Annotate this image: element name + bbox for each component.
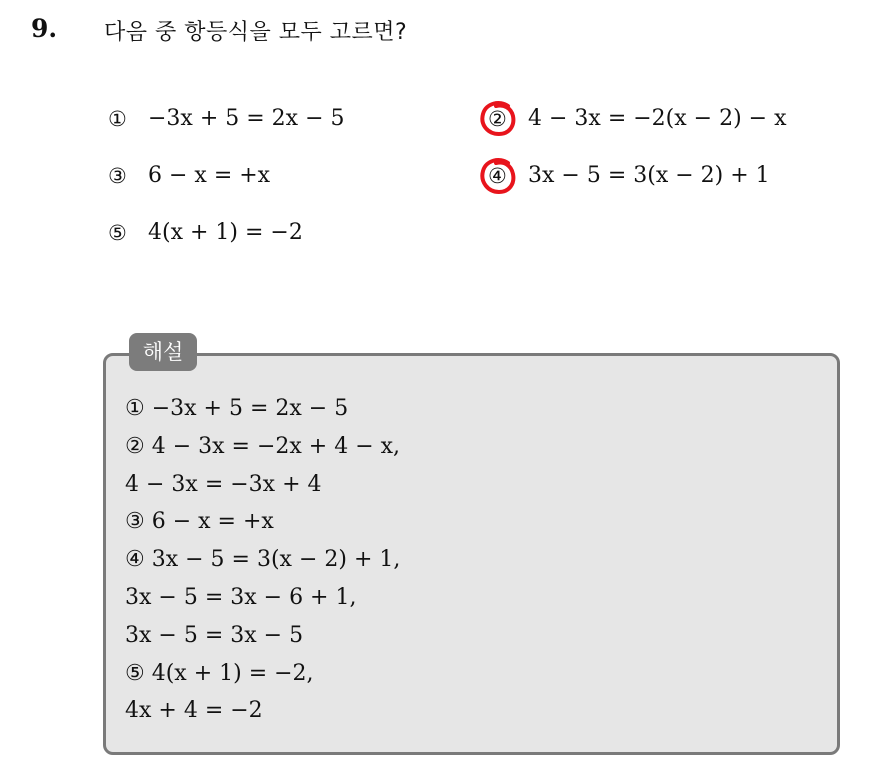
solution-line: 3x − 5 = 3x − 6 + 1, <box>125 584 357 610</box>
choice-2[interactable] <box>488 106 787 131</box>
solution-line: ⑤ 4(x + 1) = −2, <box>125 660 314 686</box>
solution-line: ② 4 − 3x = −2x + 4 − x, <box>125 433 401 459</box>
choice-expression: −3x + 5 = 2x − 5 <box>148 106 345 131</box>
choice-4[interactable] <box>488 163 770 188</box>
solution-line: ④ 3x − 5 = 3(x − 2) + 1, <box>125 547 401 573</box>
solution-line: 3x − 5 = 3x − 5 <box>125 622 304 648</box>
choice-1[interactable] <box>108 106 345 131</box>
choice-expression: 4 − 3x = −2(x − 2) − x <box>528 106 787 131</box>
answer-circle-mark-choice-4 <box>478 155 520 197</box>
solution-line: ① −3x + 5 = 2x − 5 <box>125 396 349 421</box>
solution-tag: 해설 <box>129 333 197 371</box>
question-number: 9. <box>31 14 58 43</box>
solution-lines <box>125 390 400 730</box>
choice-expression: 3x − 5 = 3(x − 2) + 1 <box>528 163 770 188</box>
choice-expression: 4(x + 1) = −2 <box>148 220 303 245</box>
solution-line: 4x + 4 = −2 <box>125 698 263 724</box>
choice-number: ③ <box>108 163 127 188</box>
choice-number: ④ <box>488 163 507 188</box>
solution-line: 4 − 3x = −3x + 4 <box>125 471 322 497</box>
question-text: 다음 중 항등식을 모두 고르면? <box>104 20 408 45</box>
choice-number: ⑤ <box>108 220 127 245</box>
choice-expression: 6 − x = +x <box>148 163 271 188</box>
choice-5[interactable] <box>108 220 303 245</box>
answer-circle-mark-choice-2 <box>478 98 520 140</box>
choice-number: ② <box>488 106 507 131</box>
choice-number: ① <box>108 106 127 131</box>
choice-3[interactable] <box>108 163 270 188</box>
solution-line: ③ 6 − x = +x <box>125 509 274 535</box>
